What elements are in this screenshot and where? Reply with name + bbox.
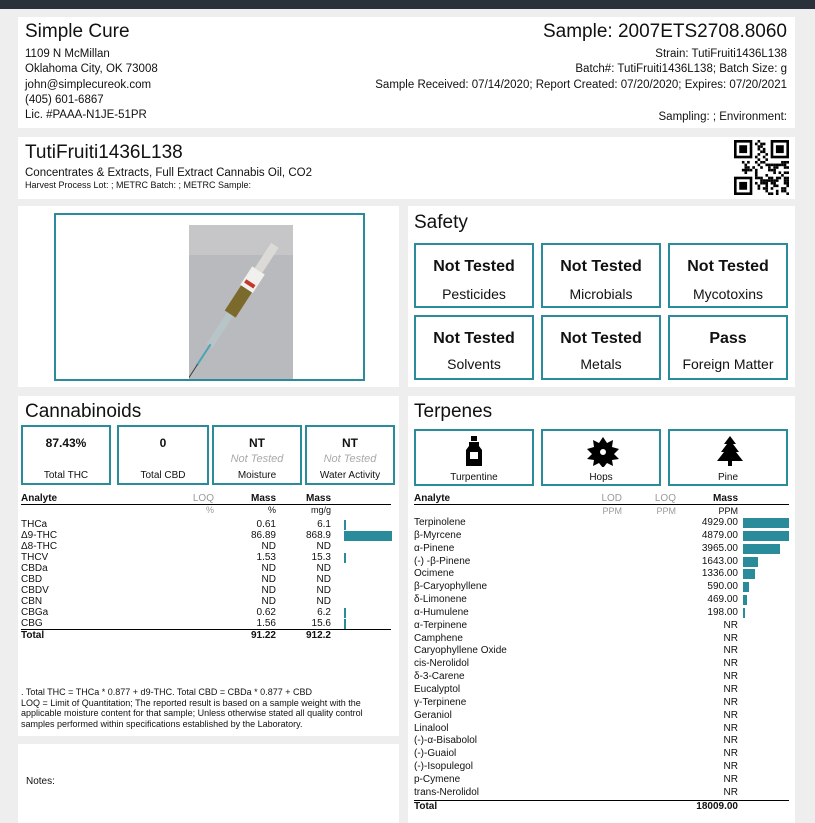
total-thc-card bbox=[21, 425, 111, 485]
water-activity-card bbox=[305, 425, 395, 485]
row-mass-mg: 15.3 bbox=[311, 552, 331, 563]
unit-mass-mg: mg/g bbox=[310, 505, 331, 515]
row-analyte: trans-Nerolidol bbox=[414, 786, 480, 798]
row-mass-mg: ND bbox=[316, 585, 331, 596]
row-mass-pct: 1.56 bbox=[256, 618, 276, 629]
row-analyte: CBD bbox=[21, 574, 43, 585]
table-row bbox=[21, 607, 391, 618]
row-mass-mg: 868.9 bbox=[305, 530, 331, 541]
unit-loq: % bbox=[205, 505, 214, 515]
unit-loq: PPM bbox=[656, 506, 676, 516]
col-mass-pct: Mass bbox=[250, 493, 276, 504]
row-mass: 3965.00 bbox=[701, 542, 738, 554]
row-analyte: Terpinolene bbox=[414, 517, 466, 528]
table-row bbox=[414, 543, 789, 556]
row-bar bbox=[743, 544, 780, 554]
safety-test-name: Mycotoxins bbox=[692, 286, 764, 302]
table-row bbox=[21, 585, 391, 596]
row-mass-pct: ND bbox=[261, 585, 276, 596]
notes-panel bbox=[18, 744, 399, 823]
summary-value: 0 bbox=[159, 436, 167, 450]
table-row bbox=[414, 735, 789, 748]
row-analyte: β-Caryophyllene bbox=[414, 581, 488, 593]
table-row bbox=[414, 594, 789, 607]
sample-details bbox=[375, 47, 787, 93]
row-mass: NR bbox=[723, 709, 738, 721]
row-mass: NR bbox=[723, 683, 738, 695]
product-type: Concentrates & Extracts, Full Extract Cannabis Oil, CO2 bbox=[25, 167, 312, 179]
safety-panel bbox=[408, 206, 795, 387]
table-row bbox=[21, 530, 391, 541]
row-mass: NR bbox=[723, 619, 738, 631]
row-bar bbox=[743, 608, 745, 618]
row-mass-pct: 86.89 bbox=[250, 530, 276, 541]
row-bar bbox=[743, 557, 758, 567]
row-analyte: δ-Limonene bbox=[414, 594, 467, 606]
safety-card-solvents bbox=[414, 315, 534, 380]
cannabinoids-title: Cannabinoids bbox=[25, 401, 142, 422]
summary-label: Water Activity bbox=[319, 470, 381, 481]
row-mass: 469.00 bbox=[707, 594, 738, 606]
safety-card-mycotoxins bbox=[668, 243, 788, 308]
sample-batch: Batch#: TutiFruiti1436L138; Batch Size: g bbox=[575, 63, 787, 76]
row-mass: 1643.00 bbox=[701, 555, 738, 567]
terpenes-table bbox=[414, 493, 789, 812]
row-mass-mg: ND bbox=[316, 574, 331, 585]
row-analyte: α-Pinene bbox=[414, 542, 455, 554]
row-analyte: (-)-Guaiol bbox=[414, 748, 457, 760]
row-analyte: THCa bbox=[21, 519, 48, 530]
row-analyte: α-Humulene bbox=[414, 606, 469, 618]
row-analyte: CBDa bbox=[21, 563, 48, 574]
row-analyte: p-Cymene bbox=[414, 773, 461, 785]
safety-test-name: Metals bbox=[580, 356, 622, 372]
col-analyte: Analyte bbox=[21, 493, 58, 504]
lab-license: Lic. #PAAA-N1JE-51PR bbox=[25, 109, 147, 122]
row-mass-pct: ND bbox=[261, 596, 276, 607]
qr-code bbox=[734, 140, 789, 195]
row-mass: NR bbox=[723, 632, 738, 644]
total-cbd-card bbox=[117, 425, 209, 485]
row-analyte: β-Myrcene bbox=[414, 529, 462, 541]
table-row bbox=[414, 633, 789, 646]
pine-tree-icon bbox=[670, 435, 790, 467]
table-row bbox=[21, 541, 391, 552]
lab-address-line1: 1109 N McMillan bbox=[25, 48, 110, 60]
table-row bbox=[21, 519, 391, 530]
unit-lod: PPM bbox=[602, 506, 622, 516]
table-header bbox=[414, 493, 789, 505]
terpene-card-pine bbox=[668, 429, 788, 486]
col-mass-mg: Mass bbox=[305, 493, 331, 504]
table-row bbox=[414, 645, 789, 658]
table-units bbox=[21, 505, 391, 515]
safety-test-name: Pesticides bbox=[442, 286, 506, 302]
row-mass: NR bbox=[723, 722, 738, 734]
cannabinoids-panel bbox=[18, 396, 399, 736]
table-total-row bbox=[21, 629, 391, 640]
row-bar bbox=[344, 619, 346, 629]
table-row bbox=[414, 774, 789, 787]
row-analyte: Geraniol bbox=[414, 709, 452, 721]
safety-status: Pass bbox=[709, 330, 747, 347]
safety-status: Not Tested bbox=[560, 258, 642, 275]
footnote-loq: LOQ = Limit of Quantitation; The reported result is based on a sample weight with the applicable moisture content for that sample; Unless otherwise stated all quality control samples performed within specifications established by the Laboratory. bbox=[21, 697, 363, 729]
row-mass-pct: 0.61 bbox=[256, 519, 276, 530]
row-bar bbox=[344, 531, 392, 541]
row-bar bbox=[344, 520, 346, 530]
row-mass-mg: ND bbox=[316, 596, 331, 607]
col-lod: LOD bbox=[601, 493, 622, 504]
row-mass: 590.00 bbox=[707, 581, 738, 593]
row-analyte: (-)-α-Bisabolol bbox=[414, 735, 478, 747]
sample-photo bbox=[189, 225, 293, 379]
row-analyte: cis-Nerolidol bbox=[414, 658, 470, 670]
row-mass: NR bbox=[723, 645, 738, 657]
sample-strain: Strain: TutiFruiti1436L138 bbox=[655, 48, 787, 60]
row-bar bbox=[344, 553, 346, 563]
table-row bbox=[414, 568, 789, 581]
footnote-formula: . Total THC = THCa * 0.877 + d9-THC. Total CBD = CBDa * 0.877 + CBD bbox=[21, 687, 312, 697]
summary-label: Moisture bbox=[237, 470, 277, 481]
row-mass: NR bbox=[723, 658, 738, 670]
table-row bbox=[414, 658, 789, 671]
col-analyte: Analyte bbox=[414, 493, 451, 504]
safety-title: Safety bbox=[414, 212, 468, 233]
safety-card-microbials bbox=[541, 243, 661, 308]
lab-phone: (405) 601-6867 bbox=[25, 93, 104, 106]
table-units bbox=[414, 505, 789, 517]
row-analyte: δ-3-Carene bbox=[414, 671, 465, 683]
summary-subtext: Not Tested bbox=[323, 453, 377, 465]
unit-mass-pct: % bbox=[267, 505, 276, 515]
terpene-card-label: Turpentine bbox=[450, 472, 498, 483]
product-lot: Harvest Process Lot: ; METRC Batch: ; METRC Sample: bbox=[25, 180, 252, 190]
table-row bbox=[414, 748, 789, 761]
row-analyte: α-Terpinene bbox=[414, 619, 468, 631]
safety-status: Not Tested bbox=[687, 258, 769, 275]
row-analyte: Δ9-THC bbox=[21, 530, 58, 541]
cannabinoids-table bbox=[21, 493, 391, 640]
total-mass: 18009.00 bbox=[696, 800, 738, 812]
row-mass: NR bbox=[723, 671, 738, 683]
row-mass-mg: ND bbox=[316, 563, 331, 574]
safety-status: Not Tested bbox=[560, 330, 642, 347]
row-bar bbox=[743, 582, 749, 592]
row-mass-pct: 1.53 bbox=[256, 552, 276, 563]
col-mass: Mass bbox=[712, 493, 738, 504]
summary-label: Total THC bbox=[43, 470, 89, 481]
cannabinoids-footnote bbox=[21, 687, 396, 729]
table-total-row bbox=[414, 800, 789, 813]
row-mass-pct: ND bbox=[261, 574, 276, 585]
summary-value: 87.43% bbox=[45, 436, 87, 450]
table-row bbox=[414, 723, 789, 736]
table-row bbox=[414, 530, 789, 543]
lab-address-line2: Oklahoma City, OK 73008 bbox=[25, 63, 158, 76]
row-analyte: (-)-Isopulegol bbox=[414, 761, 473, 773]
table-row bbox=[21, 618, 391, 629]
sample-dates: Sample Received: 07/14/2020; Report Created: 07/20/2020; Expires: 07/20/2021 bbox=[375, 78, 787, 91]
row-analyte: (-) -β-Pinene bbox=[414, 555, 471, 567]
col-loq: LOQ bbox=[192, 493, 214, 504]
safety-status: Not Tested bbox=[433, 330, 515, 347]
row-mass: NR bbox=[723, 761, 738, 773]
table-row bbox=[21, 563, 391, 574]
safety-card-foreign-matter bbox=[668, 315, 788, 380]
row-mass: NR bbox=[723, 696, 738, 708]
row-mass: 4929.00 bbox=[701, 517, 738, 528]
row-analyte: Ocimene bbox=[414, 568, 455, 580]
table-row bbox=[414, 787, 789, 800]
row-bar bbox=[344, 608, 346, 618]
row-bar bbox=[743, 518, 789, 528]
notes-label: Notes: bbox=[26, 776, 55, 787]
row-mass-pct: ND bbox=[261, 563, 276, 574]
row-mass-mg: 6.1 bbox=[317, 519, 331, 530]
row-analyte: Eucalyptol bbox=[414, 683, 461, 695]
safety-card-metals bbox=[541, 315, 661, 380]
row-mass: NR bbox=[723, 735, 738, 747]
table-row bbox=[414, 607, 789, 620]
row-analyte: CBN bbox=[21, 596, 43, 607]
row-analyte: γ-Terpinene bbox=[414, 696, 467, 708]
row-mass: NR bbox=[723, 748, 738, 760]
table-row bbox=[414, 517, 789, 530]
row-mass: 1336.00 bbox=[701, 568, 738, 580]
row-analyte: CBGa bbox=[21, 607, 49, 618]
top-bar bbox=[0, 0, 815, 9]
moisture-card bbox=[212, 425, 302, 485]
summary-subtext: Not Tested bbox=[230, 453, 284, 465]
row-mass-mg: 6.2 bbox=[317, 607, 331, 618]
terpene-card-label: Hops bbox=[589, 472, 613, 483]
terpenes-title: Terpenes bbox=[414, 401, 493, 422]
table-row bbox=[414, 620, 789, 633]
table-row bbox=[21, 552, 391, 563]
row-bar bbox=[743, 531, 789, 541]
table-row bbox=[414, 710, 789, 723]
table-row bbox=[414, 697, 789, 710]
total-mg: 912.2 bbox=[305, 630, 331, 641]
summary-label: Total CBD bbox=[140, 470, 186, 481]
table-row bbox=[414, 671, 789, 684]
col-loq: LOQ bbox=[654, 493, 676, 504]
table-row bbox=[414, 581, 789, 594]
row-bar bbox=[743, 569, 755, 579]
row-mass: NR bbox=[723, 773, 738, 785]
row-analyte: CBG bbox=[21, 618, 43, 629]
sampling-info: Sampling: ; Environment: bbox=[658, 111, 787, 123]
lab-contact bbox=[25, 47, 158, 123]
hops-icon bbox=[543, 435, 663, 467]
product-name: TutiFruiti1436L138 bbox=[25, 142, 183, 163]
lab-name: Simple Cure bbox=[25, 21, 130, 42]
row-mass-mg: ND bbox=[316, 541, 331, 552]
unit-mass: PPM bbox=[718, 506, 738, 516]
row-mass-mg: 15.6 bbox=[311, 618, 331, 629]
table-row bbox=[414, 761, 789, 774]
row-bar bbox=[743, 595, 747, 605]
sample-photo-frame bbox=[54, 213, 365, 381]
row-mass-pct: ND bbox=[261, 541, 276, 552]
row-analyte: THCV bbox=[21, 552, 49, 563]
sample-photo-panel bbox=[18, 206, 399, 387]
row-mass-pct: 0.62 bbox=[256, 607, 276, 618]
table-row bbox=[414, 684, 789, 697]
lab-email: john@simplecureok.com bbox=[25, 78, 152, 91]
sample-id: Sample: 2007ETS2708.8060 bbox=[542, 21, 787, 42]
summary-value: NT bbox=[249, 436, 265, 450]
safety-test-name: Foreign Matter bbox=[682, 356, 774, 372]
table-row bbox=[414, 556, 789, 569]
safety-status: Not Tested bbox=[433, 258, 515, 275]
row-mass: 4879.00 bbox=[701, 529, 738, 541]
safety-test-name: Microbials bbox=[569, 286, 633, 302]
terpene-card-label: Pine bbox=[717, 472, 738, 483]
total-label: Total bbox=[21, 630, 45, 641]
table-header bbox=[21, 493, 391, 505]
safety-test-name: Solvents bbox=[447, 356, 501, 372]
summary-value: NT bbox=[342, 436, 358, 450]
table-row bbox=[21, 574, 391, 585]
table-row bbox=[21, 596, 391, 607]
report-header bbox=[18, 17, 795, 128]
row-analyte: Camphene bbox=[414, 632, 463, 644]
row-analyte: Δ8-THC bbox=[21, 541, 58, 552]
terpene-card-turpentine bbox=[414, 429, 534, 486]
row-analyte: Caryophyllene Oxide bbox=[414, 645, 507, 657]
row-mass: 198.00 bbox=[707, 606, 738, 618]
total-pct: 91.22 bbox=[250, 630, 276, 641]
row-analyte: CBDV bbox=[21, 585, 49, 596]
terpene-card-hops bbox=[541, 429, 661, 486]
turpentine-bottle-icon bbox=[416, 435, 536, 467]
total-label: Total bbox=[414, 800, 438, 812]
terpenes-panel bbox=[408, 396, 795, 823]
product-panel bbox=[18, 137, 795, 199]
safety-card-pesticides bbox=[414, 243, 534, 308]
row-analyte: Linalool bbox=[414, 722, 449, 734]
row-mass: NR bbox=[723, 786, 738, 798]
